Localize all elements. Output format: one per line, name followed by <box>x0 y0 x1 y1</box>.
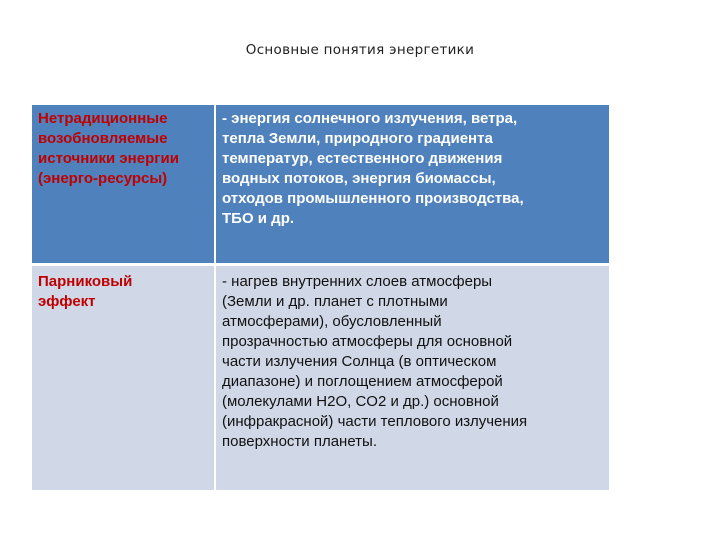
term-cell <box>32 265 215 491</box>
definition-cell <box>215 265 609 491</box>
definition-text: - нагрев внутренних слоев атмосферы (Земли и др. планет с плотными атмосферами), обусловленный прозрачностью атмосферы для основной части излучения Солнца (в оптическом диапазоне) и поглощением атмосферой (молекулами H2O, CO2 и др.) основной (инфракрасной) части теплового излучения поверхности планеты. <box>222 273 528 450</box>
definition-cell <box>215 105 609 265</box>
table-row <box>32 105 609 265</box>
definition-text: - энергия солнечного излучения, ветра, тепла Земли, природного градиента температур, естественного движения водных потоков, энергия биомассы, отходов промышленного производства, ТБО и др. <box>222 110 524 227</box>
table-row <box>32 265 609 491</box>
term-text: Парниковый эффект <box>38 273 133 310</box>
term-cell <box>32 105 215 265</box>
terms-table <box>32 105 609 490</box>
page-title: Основные понятия энергетики <box>245 42 475 58</box>
term-text: Нетрадиционные возобновляемые источники энергии (энерго-ресурсы) <box>38 110 179 187</box>
